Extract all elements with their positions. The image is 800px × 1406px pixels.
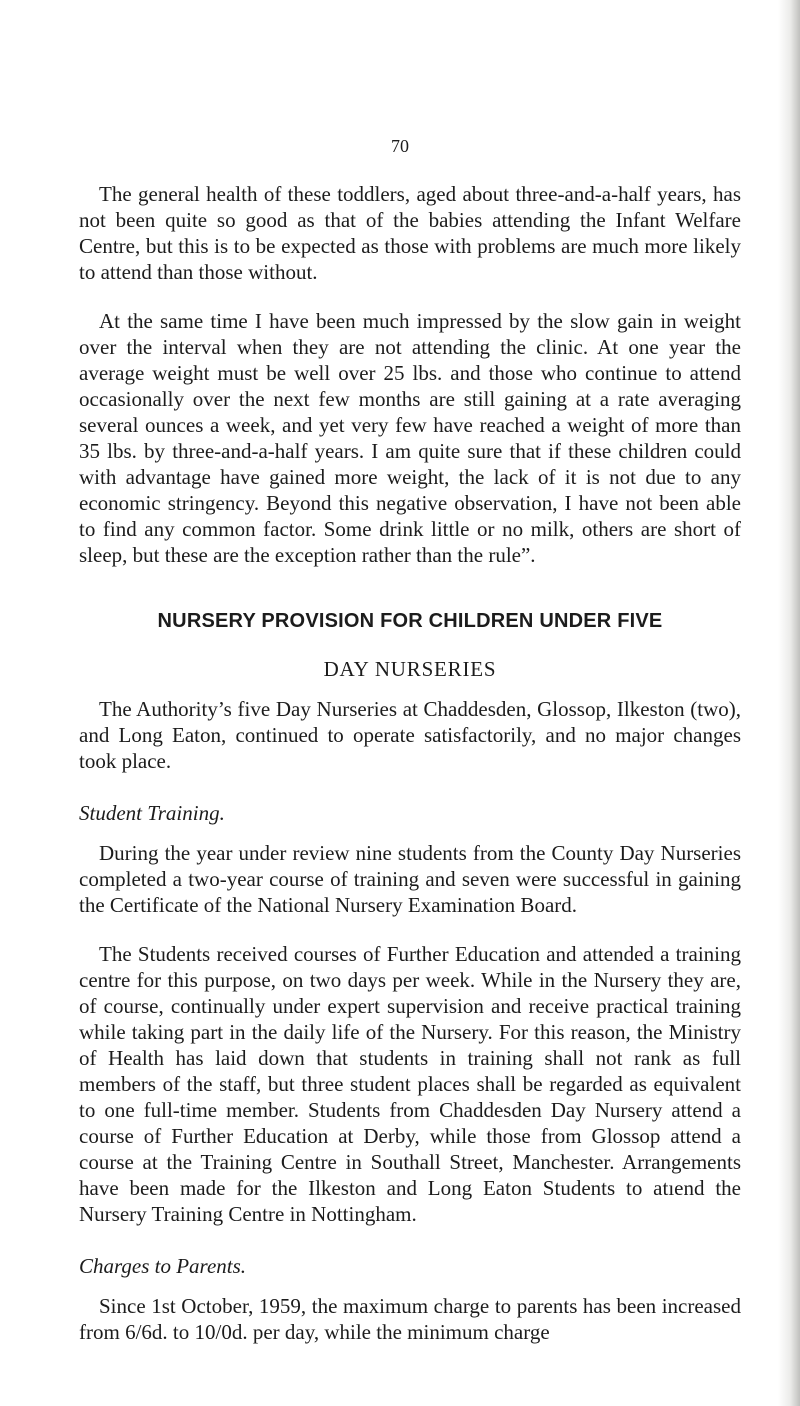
charges-title: Charges to Parents.	[79, 1254, 247, 1278]
student-training-title: Student Training.	[79, 801, 225, 825]
paragraph-weight-gain: At the same time I have been much impressed by the slow gain in weight over the interval when they are not attending the clinic. At one year the average weight must be well over 25 lbs. and those who continue to attend occasionally over the next few months are still gaining at a rate averaging several ounces a week, and yet very few have reached a weight of more than 35 lbs. by three-and-a-half years. I am quite sure that if these children could with advantage have gained more weight, the lack of it is not due to any economic stringency. Beyond this negative observation, I have not been able to find any common factor. Some drink little or no milk, others are short of sleep, but these are the exception rather than the rule”.	[79, 309, 741, 567]
paragraph-day-nurseries: The Authority’s five Day Nurseries at Chaddesden, Glossop, Ilkeston (two), and Long Eaton, continued to operate satisfactorily, and no major changes took place.	[79, 697, 741, 773]
paragraph-charges: Since 1st October, 1959, the maximum charge to parents has been increased from 6/6d. to 10/0d. per day, while the minimum charge	[79, 1294, 741, 1344]
paragraph-student-results: During the year under review nine students from the County Day Nurseries completed a two-year course of training and seven were successful in gaining the Certificate of the National Nursery Examination Board.	[79, 841, 741, 917]
section-heading: NURSERY PROVISION FOR CHILDREN UNDER FIVE	[157, 610, 663, 632]
page-number: 70	[391, 136, 409, 156]
page-body	[79, 133, 741, 1345]
paragraph-toddler-health: The general health of these toddlers, aged about three-and-a-half years, has not been quite so good as that of the babies attending the Infant Welfare Centre, but this is to be expected as those with problems are much more likely to attend than those without.	[79, 182, 741, 284]
sub-heading: DAY NURSERIES	[323, 657, 497, 681]
paragraph-further-education: The Students received courses of Further Education and attended a training centre for this purpose, on two days per week. While in the Nursery they are, of course, continually under expert supervision and receive practical training while taking part in the daily life of the Nursery. For this reason, the Ministry of Health has laid down that students in training shall not rank as full members of the staff, but three student places shall be regarded as equivalent to one full-time member. Students from Chaddesden Day Nursery attend a course of Further Education at Derby, while those from Glossop attend a course at the Training Centre in Southall Street, Manchester. Arrangements have been made for the Ilkeston and Long Eaton Students to atıend the Nursery Training Centre in Nottingham.	[79, 942, 741, 1226]
page-edge-shadow	[778, 0, 800, 1406]
